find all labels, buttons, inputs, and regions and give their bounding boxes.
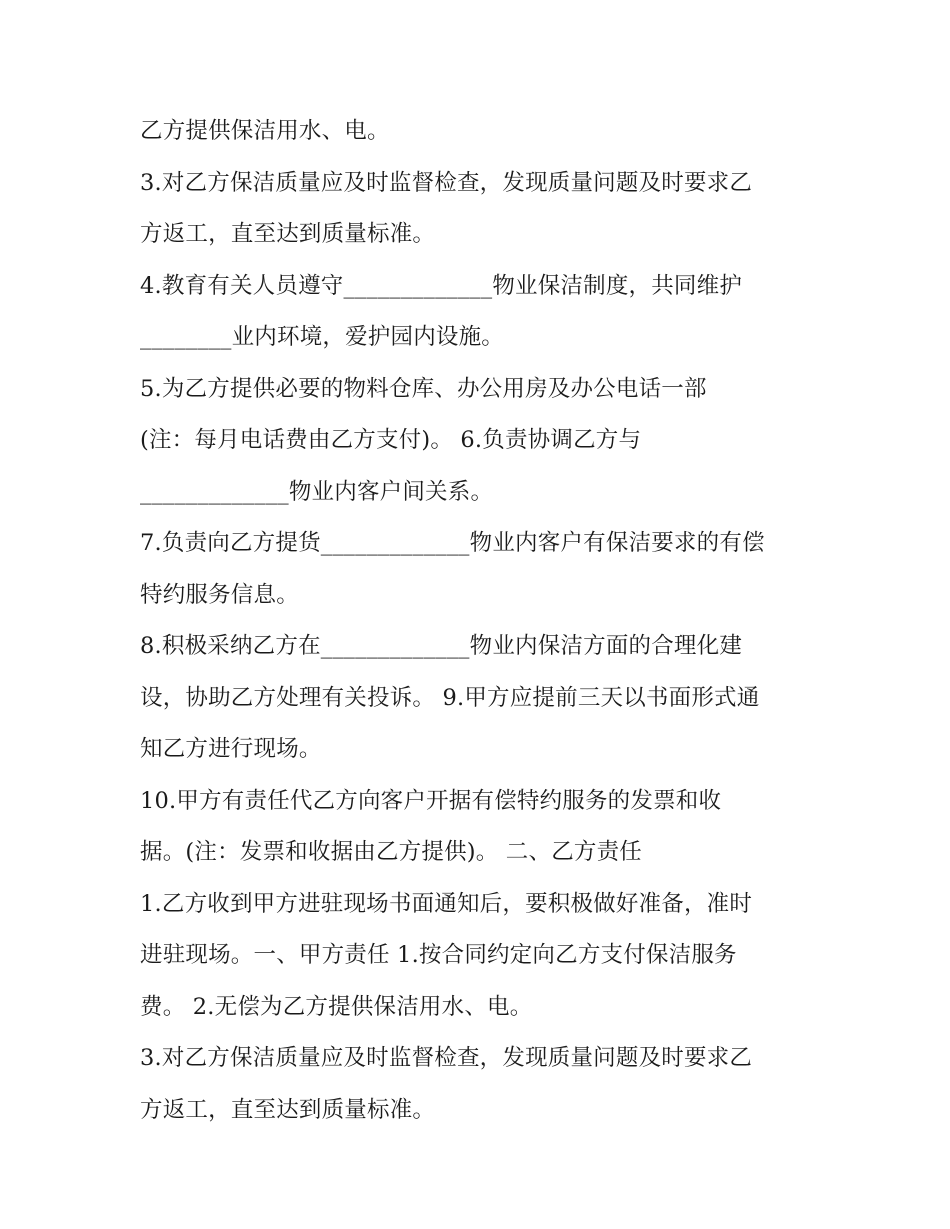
- text-line-20: 方返工，直至达到质量标准。: [140, 1096, 436, 1123]
- text-line-19: 3.对乙方保洁质量应及时监督检查，发现质量问题及时要求乙: [140, 1045, 753, 1071]
- text-line-2: 3.对乙方保洁质量应及时监督检查，发现质量问题及时要求乙: [140, 169, 753, 196]
- text-line-1: 乙方提供保洁用水、电。: [140, 118, 390, 144]
- text-line-15: 据。(注：发票和收据由乙方提供)。 二、乙方责任: [140, 839, 643, 865]
- text-line-13: 知乙方进行现场。: [140, 736, 322, 762]
- contract-text-body: [140, 106, 830, 1136]
- text-line-17: 进驻现场。一、甲方责任 1.按合同约定向乙方支付保洁服务: [140, 942, 737, 968]
- text-line-8: _____________物业内客户间关系。: [140, 478, 494, 505]
- text-line-14: 10.甲方有责任代乙方向客户开据有偿特约服务的发票和收: [140, 787, 722, 814]
- text-line-18: 费。 2.无偿为乙方提供保洁用水、电。: [140, 993, 533, 1020]
- text-line-10: 特约服务信息。: [140, 581, 299, 608]
- text-line-4: 4.教育有关人员遵守_____________物业保洁制度，共同维护: [140, 272, 743, 299]
- text-line-11: 8.积极采纳乙方在_____________物业内保洁方面的合理化建: [140, 633, 743, 659]
- text-line-5: ________业内环境，爱护园内设施。: [140, 324, 505, 350]
- text-line-3: 方返工，直至达到质量标准。: [140, 221, 436, 247]
- text-line-9: 7.负责向乙方提货_____________物业内客户有保洁要求的有偿: [140, 530, 765, 556]
- text-line-6: 5.为乙方提供必要的物料仓库、办公用房及办公电话一部: [140, 375, 707, 402]
- text-line-16: 1.乙方收到甲方进驻现场书面通知后，要积极做好准备，准时: [140, 890, 753, 917]
- text-line-7: (注：每月电话费由乙方支付)。 6.负责协调乙方与: [140, 427, 642, 453]
- text-line-12: 设，协助乙方处理有关投诉。 9.甲方应提前三天以书面形式通: [140, 684, 760, 711]
